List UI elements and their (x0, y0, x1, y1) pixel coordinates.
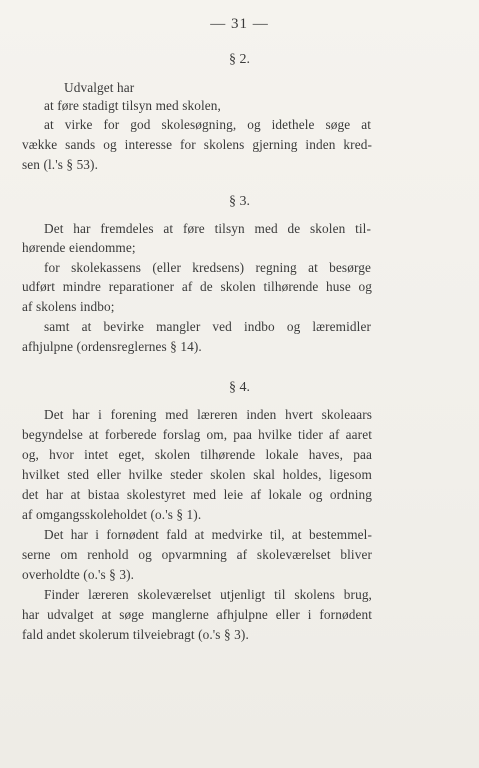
text-line: at virke for god skolesøgning, og idethele søge at (44, 117, 371, 132)
text-line: afhjulpne (ordensreglernes § 14). (22, 339, 202, 354)
text-line: overholdte (o.'s § 3). (22, 567, 135, 582)
text-line: vække sands og interesse for skolens gjerning inden kred- (22, 137, 372, 152)
section-title-3: § 3. (229, 194, 250, 209)
text-line: Det har fremdeles at føre tilsyn med de skolen til- (44, 221, 371, 236)
text-line: sen (l.'s § 53). (22, 157, 99, 172)
section-title-2: § 2. (229, 52, 250, 67)
text-line: og, hvor intet eget, skolen tilhørende lokale haves, paa (22, 447, 372, 462)
text-line: Det har i forening med læreren inden hvert skoleaars (44, 407, 372, 422)
text-line: fald andet skolerum tilveiebragt (o.'s § 3). (22, 627, 249, 642)
text-line: af omgangsskoleholdet (o.'s § 1). (22, 507, 202, 522)
text-line: Det har i fornødent fald at medvirke til, at bestemmel- (44, 527, 372, 542)
text-line: af skolens indbo; (22, 299, 115, 314)
text-line: udført mindre reparationer af de skolen tilhørende huse og (22, 279, 372, 294)
text-line: Finder læreren skoleværelset utjenligt til skolens brug, (44, 587, 372, 602)
text-line: begyndelse at forberede forslag om, paa hvilke tider af aaret (22, 427, 372, 442)
text-line: hørende eiendomme; (22, 240, 136, 255)
text-line: hvilket sted eller hvilke steder skolen skal holdes, ligesom (22, 467, 372, 482)
text-line: at føre stadigt tilsyn med skolen, (44, 98, 221, 113)
section-title-4: § 4. (229, 380, 250, 395)
text-line: Udvalget har (64, 80, 135, 95)
text-line: for skolekassens (eller kredsens) regning at besørge (44, 260, 371, 275)
text-line: det har at bistaa skolestyret med leie af lokale og ordning (22, 487, 372, 502)
text-line: har udvalget at søge manglerne afhjulpne eller i fornødent (22, 607, 372, 622)
text-line: samt at bevirke mangler ved indbo og læremidler (44, 319, 371, 334)
text-line: serne om renhold og opvarmning af skoleværelset bliver (22, 547, 372, 562)
page-number: — 31 — (210, 16, 269, 32)
